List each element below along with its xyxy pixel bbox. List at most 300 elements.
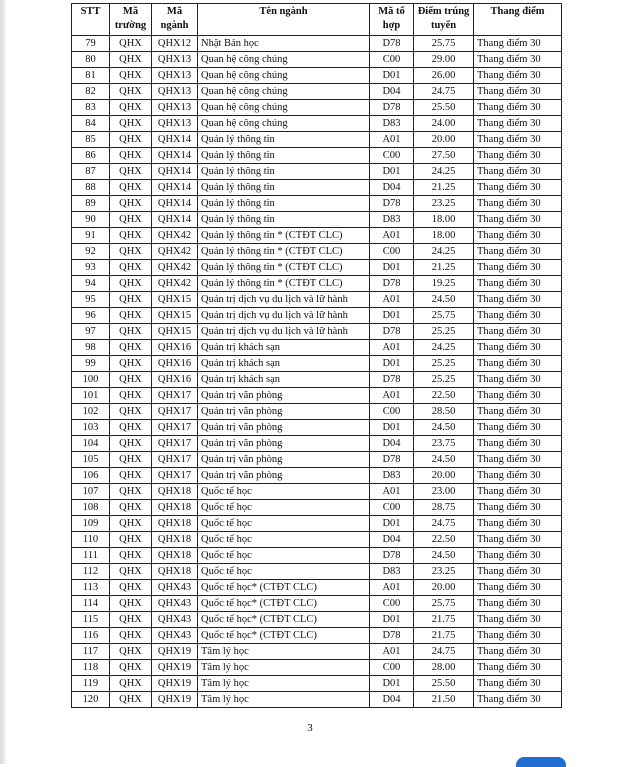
cell-combination-code: D01 bbox=[370, 68, 414, 84]
cell-major-code: QHX12 bbox=[152, 36, 198, 52]
cell-combination-code: D04 bbox=[370, 180, 414, 196]
cell-school-code: QHX bbox=[110, 276, 152, 292]
cell-combination-code: D78 bbox=[370, 548, 414, 564]
table-row bbox=[72, 244, 562, 260]
cell-combination-code: C00 bbox=[370, 404, 414, 420]
cell-scale: Thang điểm 30 bbox=[474, 308, 562, 324]
cell-combination-code: D01 bbox=[370, 516, 414, 532]
cell-major-name: Quản lý thông tin * (CTĐT CLC) bbox=[198, 228, 370, 244]
cell-combination-code: D04 bbox=[370, 692, 414, 708]
cell-major-code: QHX42 bbox=[152, 276, 198, 292]
cell-scale: Thang điểm 30 bbox=[474, 548, 562, 564]
cell-scale: Thang điểm 30 bbox=[474, 452, 562, 468]
cell-stt: 87 bbox=[72, 164, 110, 180]
cell-major-code: QHX19 bbox=[152, 676, 198, 692]
cell-scale: Thang điểm 30 bbox=[474, 612, 562, 628]
cell-school-code: QHX bbox=[110, 532, 152, 548]
cell-major-name: Quản trị văn phòng bbox=[198, 436, 370, 452]
cell-stt: 117 bbox=[72, 644, 110, 660]
cell-school-code: QHX bbox=[110, 436, 152, 452]
cell-major-name: Quốc tế học* (CTĐT CLC) bbox=[198, 596, 370, 612]
cell-scale: Thang điểm 30 bbox=[474, 468, 562, 484]
cell-scale: Thang điểm 30 bbox=[474, 420, 562, 436]
cell-scale: Thang điểm 30 bbox=[474, 324, 562, 340]
cell-major-name: Quốc tế học bbox=[198, 532, 370, 548]
cell-scale: Thang điểm 30 bbox=[474, 484, 562, 500]
table-row bbox=[72, 612, 562, 628]
cell-combination-code: A01 bbox=[370, 340, 414, 356]
table-row bbox=[72, 276, 562, 292]
cell-stt: 83 bbox=[72, 100, 110, 116]
cell-major-name: Tâm lý học bbox=[198, 692, 370, 708]
cell-scale: Thang điểm 30 bbox=[474, 596, 562, 612]
table-row bbox=[72, 660, 562, 676]
table-row bbox=[72, 180, 562, 196]
cell-major-name: Quản trị khách sạn bbox=[198, 340, 370, 356]
cell-scale: Thang điểm 30 bbox=[474, 628, 562, 644]
cell-combination-code: D01 bbox=[370, 260, 414, 276]
cell-scale: Thang điểm 30 bbox=[474, 356, 562, 372]
cell-major-name: Tâm lý học bbox=[198, 644, 370, 660]
cell-scale: Thang điểm 30 bbox=[474, 340, 562, 356]
cell-major-name: Quản trị văn phòng bbox=[198, 420, 370, 436]
table-row bbox=[72, 132, 562, 148]
cell-admission-score: 19.25 bbox=[414, 276, 474, 292]
cell-major-code: QHX18 bbox=[152, 548, 198, 564]
cell-scale: Thang điểm 30 bbox=[474, 260, 562, 276]
table-row bbox=[72, 532, 562, 548]
cell-stt: 97 bbox=[72, 324, 110, 340]
cell-major-code: QHX19 bbox=[152, 660, 198, 676]
cell-major-code: QHX43 bbox=[152, 596, 198, 612]
cell-admission-score: 25.75 bbox=[414, 308, 474, 324]
cell-major-name: Quản lý thông tin bbox=[198, 212, 370, 228]
cell-school-code: QHX bbox=[110, 612, 152, 628]
cell-scale: Thang điểm 30 bbox=[474, 100, 562, 116]
cell-school-code: QHX bbox=[110, 372, 152, 388]
cell-major-name: Quốc tế học bbox=[198, 484, 370, 500]
cell-stt: 84 bbox=[72, 116, 110, 132]
cell-combination-code: A01 bbox=[370, 292, 414, 308]
cell-admission-score: 22.50 bbox=[414, 532, 474, 548]
table-row bbox=[72, 308, 562, 324]
cell-combination-code: D78 bbox=[370, 100, 414, 116]
cell-scale: Thang điểm 30 bbox=[474, 532, 562, 548]
cell-major-code: QHX15 bbox=[152, 324, 198, 340]
table-row bbox=[72, 468, 562, 484]
cell-scale: Thang điểm 30 bbox=[474, 388, 562, 404]
cell-combination-code: D01 bbox=[370, 356, 414, 372]
cell-major-code: QHX16 bbox=[152, 372, 198, 388]
cell-admission-score: 25.50 bbox=[414, 100, 474, 116]
table-row bbox=[72, 68, 562, 84]
cell-scale: Thang điểm 30 bbox=[474, 676, 562, 692]
cell-admission-score: 25.25 bbox=[414, 372, 474, 388]
cell-major-code: QHX19 bbox=[152, 692, 198, 708]
cell-admission-score: 28.00 bbox=[414, 660, 474, 676]
cell-scale: Thang điểm 30 bbox=[474, 164, 562, 180]
cell-combination-code: A01 bbox=[370, 388, 414, 404]
cell-stt: 109 bbox=[72, 516, 110, 532]
cell-school-code: QHX bbox=[110, 420, 152, 436]
cell-combination-code: D01 bbox=[370, 676, 414, 692]
table-row bbox=[72, 196, 562, 212]
cell-scale: Thang điểm 30 bbox=[474, 436, 562, 452]
cell-combination-code: C00 bbox=[370, 660, 414, 676]
cell-major-code: QHX42 bbox=[152, 228, 198, 244]
cell-major-code: QHX42 bbox=[152, 260, 198, 276]
cell-stt: 107 bbox=[72, 484, 110, 500]
cell-major-code: QHX17 bbox=[152, 436, 198, 452]
cell-major-name: Quản lý thông tin bbox=[198, 196, 370, 212]
cell-scale: Thang điểm 30 bbox=[474, 228, 562, 244]
cell-admission-score: 24.00 bbox=[414, 116, 474, 132]
cell-major-code: QHX13 bbox=[152, 68, 198, 84]
table-row bbox=[72, 388, 562, 404]
cell-school-code: QHX bbox=[110, 36, 152, 52]
cell-stt: 100 bbox=[72, 372, 110, 388]
cell-combination-code: C00 bbox=[370, 500, 414, 516]
cell-stt: 119 bbox=[72, 676, 110, 692]
cell-major-code: QHX16 bbox=[152, 340, 198, 356]
cell-school-code: QHX bbox=[110, 308, 152, 324]
cell-stt: 82 bbox=[72, 84, 110, 100]
cell-school-code: QHX bbox=[110, 100, 152, 116]
cell-major-code: QHX18 bbox=[152, 564, 198, 580]
table-row bbox=[72, 84, 562, 100]
cell-major-name: Quản trị văn phòng bbox=[198, 452, 370, 468]
cell-scale: Thang điểm 30 bbox=[474, 52, 562, 68]
cell-stt: 118 bbox=[72, 660, 110, 676]
cell-stt: 115 bbox=[72, 612, 110, 628]
cell-combination-code: D78 bbox=[370, 452, 414, 468]
cell-stt: 98 bbox=[72, 340, 110, 356]
cell-admission-score: 20.00 bbox=[414, 132, 474, 148]
header-combination-code: Mã tổ hợp bbox=[370, 4, 414, 36]
cell-school-code: QHX bbox=[110, 260, 152, 276]
cell-scale: Thang điểm 30 bbox=[474, 244, 562, 260]
cell-school-code: QHX bbox=[110, 692, 152, 708]
cell-combination-code: D01 bbox=[370, 420, 414, 436]
cell-combination-code: C00 bbox=[370, 52, 414, 68]
cell-school-code: QHX bbox=[110, 564, 152, 580]
cell-combination-code: D78 bbox=[370, 628, 414, 644]
table-row bbox=[72, 404, 562, 420]
cell-major-name: Quốc tế học* (CTĐT CLC) bbox=[198, 580, 370, 596]
cell-combination-code: D78 bbox=[370, 276, 414, 292]
table-row bbox=[72, 500, 562, 516]
cell-admission-score: 21.75 bbox=[414, 612, 474, 628]
cell-combination-code: A01 bbox=[370, 228, 414, 244]
cell-combination-code: D04 bbox=[370, 84, 414, 100]
cell-admission-score: 28.75 bbox=[414, 500, 474, 516]
cell-admission-score: 24.25 bbox=[414, 164, 474, 180]
cell-stt: 108 bbox=[72, 500, 110, 516]
cell-school-code: QHX bbox=[110, 212, 152, 228]
table-row bbox=[72, 484, 562, 500]
cell-stt: 93 bbox=[72, 260, 110, 276]
cell-scale: Thang điểm 30 bbox=[474, 276, 562, 292]
cell-stt: 89 bbox=[72, 196, 110, 212]
cell-combination-code: D83 bbox=[370, 564, 414, 580]
cell-admission-score: 26.00 bbox=[414, 68, 474, 84]
cell-major-name: Quản trị dịch vụ du lịch và lữ hành bbox=[198, 308, 370, 324]
cell-school-code: QHX bbox=[110, 628, 152, 644]
cell-major-code: QHX15 bbox=[152, 292, 198, 308]
cell-combination-code: D04 bbox=[370, 436, 414, 452]
cell-major-name: Quốc tế học bbox=[198, 516, 370, 532]
cell-major-name: Quản lý thông tin bbox=[198, 180, 370, 196]
cell-combination-code: A01 bbox=[370, 484, 414, 500]
cell-admission-score: 24.75 bbox=[414, 644, 474, 660]
cell-stt: 91 bbox=[72, 228, 110, 244]
cell-admission-score: 23.25 bbox=[414, 196, 474, 212]
cell-stt: 94 bbox=[72, 276, 110, 292]
admission-score-table bbox=[71, 3, 562, 708]
cell-admission-score: 23.75 bbox=[414, 436, 474, 452]
cell-stt: 95 bbox=[72, 292, 110, 308]
cell-stt: 79 bbox=[72, 36, 110, 52]
table-row bbox=[72, 116, 562, 132]
cell-major-name: Quan hệ công chúng bbox=[198, 116, 370, 132]
table-header-row bbox=[72, 4, 562, 36]
cell-school-code: QHX bbox=[110, 548, 152, 564]
cell-combination-code: D83 bbox=[370, 212, 414, 228]
cell-major-name: Quản trị dịch vụ du lịch và lữ hành bbox=[198, 292, 370, 308]
cell-major-name: Quản lý thông tin bbox=[198, 164, 370, 180]
cell-school-code: QHX bbox=[110, 516, 152, 532]
cell-combination-code: C00 bbox=[370, 244, 414, 260]
cell-admission-score: 25.25 bbox=[414, 324, 474, 340]
cell-major-name: Quan hệ công chúng bbox=[198, 68, 370, 84]
table-row bbox=[72, 52, 562, 68]
cell-admission-score: 25.50 bbox=[414, 676, 474, 692]
floating-action-tab[interactable] bbox=[516, 757, 566, 767]
cell-admission-score: 24.25 bbox=[414, 340, 474, 356]
cell-school-code: QHX bbox=[110, 324, 152, 340]
cell-combination-code: D04 bbox=[370, 532, 414, 548]
cell-stt: 81 bbox=[72, 68, 110, 84]
cell-major-name: Quản trị dịch vụ du lịch và lữ hành bbox=[198, 324, 370, 340]
cell-school-code: QHX bbox=[110, 468, 152, 484]
table-row bbox=[72, 148, 562, 164]
cell-stt: 80 bbox=[72, 52, 110, 68]
table-row bbox=[72, 356, 562, 372]
cell-school-code: QHX bbox=[110, 116, 152, 132]
cell-major-code: QHX43 bbox=[152, 612, 198, 628]
cell-scale: Thang điểm 30 bbox=[474, 580, 562, 596]
cell-major-name: Quản lý thông tin bbox=[198, 148, 370, 164]
cell-admission-score: 25.25 bbox=[414, 356, 474, 372]
cell-combination-code: D78 bbox=[370, 36, 414, 52]
cell-admission-score: 24.75 bbox=[414, 516, 474, 532]
header-scale: Thang điểm bbox=[474, 4, 562, 36]
table-row bbox=[72, 260, 562, 276]
cell-school-code: QHX bbox=[110, 52, 152, 68]
cell-admission-score: 27.50 bbox=[414, 148, 474, 164]
cell-admission-score: 20.00 bbox=[414, 468, 474, 484]
cell-scale: Thang điểm 30 bbox=[474, 500, 562, 516]
cell-school-code: QHX bbox=[110, 340, 152, 356]
cell-stt: 86 bbox=[72, 148, 110, 164]
cell-admission-score: 20.00 bbox=[414, 580, 474, 596]
table-row bbox=[72, 452, 562, 468]
cell-school-code: QHX bbox=[110, 132, 152, 148]
cell-major-name: Tâm lý học bbox=[198, 676, 370, 692]
cell-scale: Thang điểm 30 bbox=[474, 564, 562, 580]
cell-combination-code: A01 bbox=[370, 580, 414, 596]
cell-scale: Thang điểm 30 bbox=[474, 516, 562, 532]
cell-admission-score: 25.75 bbox=[414, 36, 474, 52]
header-stt: STT bbox=[72, 4, 110, 36]
cell-major-code: QHX18 bbox=[152, 532, 198, 548]
cell-combination-code: D01 bbox=[370, 612, 414, 628]
cell-combination-code: D83 bbox=[370, 116, 414, 132]
table-row bbox=[72, 548, 562, 564]
header-major-name: Tên ngành bbox=[198, 4, 370, 36]
table-row bbox=[72, 436, 562, 452]
cell-major-name: Quản lý thông tin * (CTĐT CLC) bbox=[198, 244, 370, 260]
cell-admission-score: 18.00 bbox=[414, 212, 474, 228]
cell-scale: Thang điểm 30 bbox=[474, 84, 562, 100]
cell-major-code: QHX14 bbox=[152, 132, 198, 148]
cell-school-code: QHX bbox=[110, 292, 152, 308]
table-row bbox=[72, 580, 562, 596]
table-row bbox=[72, 372, 562, 388]
cell-major-name: Quan hệ công chúng bbox=[198, 100, 370, 116]
cell-school-code: QHX bbox=[110, 580, 152, 596]
cell-school-code: QHX bbox=[110, 68, 152, 84]
cell-combination-code: D83 bbox=[370, 468, 414, 484]
cell-school-code: QHX bbox=[110, 388, 152, 404]
cell-major-name: Nhật Bản học bbox=[198, 36, 370, 52]
cell-school-code: QHX bbox=[110, 644, 152, 660]
cell-admission-score: 24.50 bbox=[414, 292, 474, 308]
cell-major-name: Quản trị khách sạn bbox=[198, 372, 370, 388]
cell-stt: 92 bbox=[72, 244, 110, 260]
cell-stt: 113 bbox=[72, 580, 110, 596]
cell-major-code: QHX13 bbox=[152, 100, 198, 116]
cell-major-name: Quốc tế học bbox=[198, 500, 370, 516]
table-row bbox=[72, 324, 562, 340]
cell-scale: Thang điểm 30 bbox=[474, 212, 562, 228]
cell-school-code: QHX bbox=[110, 660, 152, 676]
cell-combination-code: D78 bbox=[370, 324, 414, 340]
cell-admission-score: 24.50 bbox=[414, 452, 474, 468]
cell-school-code: QHX bbox=[110, 244, 152, 260]
cell-school-code: QHX bbox=[110, 148, 152, 164]
cell-major-code: QHX17 bbox=[152, 388, 198, 404]
cell-stt: 120 bbox=[72, 692, 110, 708]
cell-major-code: QHX17 bbox=[152, 468, 198, 484]
cell-combination-code: C00 bbox=[370, 148, 414, 164]
cell-admission-score: 24.50 bbox=[414, 548, 474, 564]
cell-scale: Thang điểm 30 bbox=[474, 372, 562, 388]
cell-stt: 112 bbox=[72, 564, 110, 580]
cell-scale: Thang điểm 30 bbox=[474, 692, 562, 708]
cell-major-code: QHX18 bbox=[152, 500, 198, 516]
cell-major-code: QHX18 bbox=[152, 516, 198, 532]
cell-major-code: QHX17 bbox=[152, 420, 198, 436]
cell-combination-code: D78 bbox=[370, 196, 414, 212]
cell-school-code: QHX bbox=[110, 180, 152, 196]
cell-admission-score: 21.50 bbox=[414, 692, 474, 708]
cell-school-code: QHX bbox=[110, 228, 152, 244]
cell-major-name: Quốc tế học bbox=[198, 548, 370, 564]
cell-combination-code: C00 bbox=[370, 596, 414, 612]
cell-major-code: QHX15 bbox=[152, 308, 198, 324]
cell-major-code: QHX14 bbox=[152, 180, 198, 196]
cell-combination-code: A01 bbox=[370, 132, 414, 148]
cell-stt: 101 bbox=[72, 388, 110, 404]
cell-scale: Thang điểm 30 bbox=[474, 68, 562, 84]
table-row bbox=[72, 628, 562, 644]
document-page bbox=[71, 3, 561, 708]
cell-school-code: QHX bbox=[110, 452, 152, 468]
cell-scale: Thang điểm 30 bbox=[474, 660, 562, 676]
cell-major-code: QHX19 bbox=[152, 644, 198, 660]
cell-combination-code: D78 bbox=[370, 372, 414, 388]
cell-admission-score: 24.75 bbox=[414, 84, 474, 100]
cell-school-code: QHX bbox=[110, 484, 152, 500]
cell-admission-score: 21.25 bbox=[414, 260, 474, 276]
cell-school-code: QHX bbox=[110, 596, 152, 612]
cell-major-name: Quản lý thông tin * (CTĐT CLC) bbox=[198, 260, 370, 276]
cell-combination-code: D01 bbox=[370, 308, 414, 324]
cell-scale: Thang điểm 30 bbox=[474, 644, 562, 660]
cell-major-code: QHX18 bbox=[152, 484, 198, 500]
cell-school-code: QHX bbox=[110, 404, 152, 420]
cell-major-code: QHX13 bbox=[152, 52, 198, 68]
cell-school-code: QHX bbox=[110, 676, 152, 692]
cell-scale: Thang điểm 30 bbox=[474, 404, 562, 420]
table-row bbox=[72, 164, 562, 180]
cell-school-code: QHX bbox=[110, 196, 152, 212]
cell-scale: Thang điểm 30 bbox=[474, 196, 562, 212]
cell-admission-score: 21.75 bbox=[414, 628, 474, 644]
cell-stt: 110 bbox=[72, 532, 110, 548]
cell-major-name: Quản lý thông tin bbox=[198, 132, 370, 148]
cell-major-code: QHX14 bbox=[152, 164, 198, 180]
cell-stt: 104 bbox=[72, 436, 110, 452]
table-body bbox=[72, 36, 562, 708]
table-row bbox=[72, 340, 562, 356]
table-row bbox=[72, 228, 562, 244]
table-row bbox=[72, 420, 562, 436]
cell-major-name: Quản trị văn phòng bbox=[198, 388, 370, 404]
cell-stt: 102 bbox=[72, 404, 110, 420]
table-row bbox=[72, 212, 562, 228]
cell-combination-code: A01 bbox=[370, 644, 414, 660]
table-row bbox=[72, 644, 562, 660]
cell-school-code: QHX bbox=[110, 164, 152, 180]
cell-major-code: QHX14 bbox=[152, 196, 198, 212]
cell-stt: 116 bbox=[72, 628, 110, 644]
cell-stt: 88 bbox=[72, 180, 110, 196]
header-major-code: Mã ngành bbox=[152, 4, 198, 36]
cell-major-name: Quản trị khách sạn bbox=[198, 356, 370, 372]
cell-major-name: Quốc tế học* (CTĐT CLC) bbox=[198, 612, 370, 628]
table-row bbox=[72, 596, 562, 612]
cell-major-code: QHX42 bbox=[152, 244, 198, 260]
cell-school-code: QHX bbox=[110, 356, 152, 372]
cell-stt: 99 bbox=[72, 356, 110, 372]
cell-major-name: Quan hệ công chúng bbox=[198, 52, 370, 68]
cell-major-name: Quản trị văn phòng bbox=[198, 468, 370, 484]
cell-school-code: QHX bbox=[110, 84, 152, 100]
table-row bbox=[72, 516, 562, 532]
cell-major-name: Quản lý thông tin * (CTĐT CLC) bbox=[198, 276, 370, 292]
